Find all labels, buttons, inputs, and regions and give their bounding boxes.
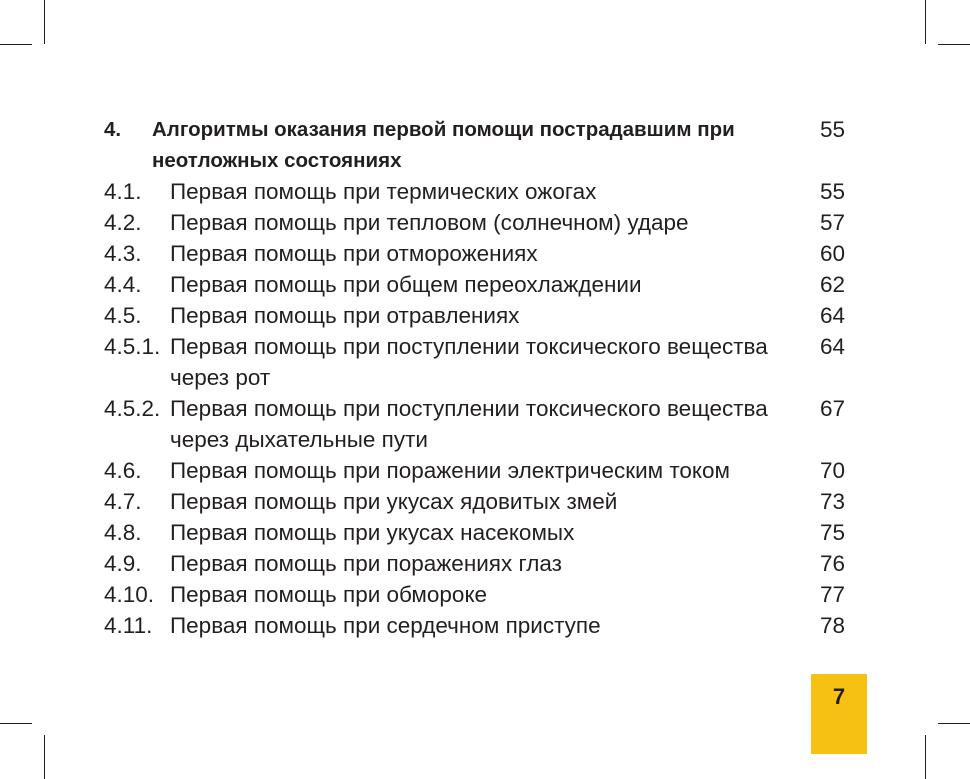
- page-number: 7: [832, 684, 846, 709]
- toc-item[interactable]: [104, 331, 849, 393]
- toc-item-page: 70: [819, 458, 845, 483]
- table-of-contents: [104, 114, 849, 641]
- toc-chapter-page: 55: [819, 117, 845, 142]
- toc-item-page: 76: [819, 551, 845, 576]
- toc-item[interactable]: [104, 238, 849, 269]
- toc-chapter-title: Алгоритмы оказания первой помощи пострадавшим при неотложных состояниях: [152, 118, 735, 172]
- toc-item[interactable]: [104, 579, 849, 610]
- toc-item-title: Первая помощь при поражении электрическим током: [170, 458, 731, 483]
- toc-item-page: 60: [819, 241, 845, 266]
- toc-item[interactable]: [104, 486, 849, 517]
- toc-item-title: Первая помощь при тепловом (солнечном) ударе: [170, 210, 689, 235]
- toc-item-title: Первая помощь при поражениях глаз: [170, 551, 562, 576]
- toc-item[interactable]: [104, 517, 849, 548]
- toc-item-page: 64: [819, 334, 845, 359]
- toc-item-number: 4.3.: [104, 241, 142, 266]
- toc-item-page: 62: [819, 272, 845, 297]
- toc-item-title: Первая помощь при обмороке: [170, 582, 488, 607]
- toc-item[interactable]: [104, 393, 849, 455]
- toc-item[interactable]: [104, 176, 849, 207]
- toc-item-number: 4.5.2.: [104, 396, 161, 421]
- toc-item-number: 4.6.: [104, 458, 142, 483]
- toc-item-title: Первая помощь при общем переохлаждении: [170, 272, 642, 297]
- toc-item-title: Первая помощь при термических ожогах: [170, 179, 597, 204]
- toc-item-page: 73: [819, 489, 845, 514]
- toc-item-page: 75: [819, 520, 845, 545]
- toc-chapter-number: 4.: [104, 118, 122, 141]
- crop-mark-top-right: [925, 0, 926, 44]
- toc-item-title: Первая помощь при поступлении токсического вещества через рот: [170, 334, 768, 390]
- crop-mark-bottom-left: [44, 735, 45, 779]
- toc-item-title: Первая помощь при поступлении токсического вещества через дыхательные пути: [170, 396, 768, 452]
- toc-item-number: 4.8.: [104, 520, 142, 545]
- toc-item-page: 64: [819, 303, 845, 328]
- toc-item[interactable]: [104, 610, 849, 641]
- toc-item-page: 67: [819, 396, 845, 421]
- toc-item-number: 4.5.: [104, 303, 142, 328]
- toc-item-number: 4.11.: [104, 613, 153, 638]
- toc-item-number: 4.5.1.: [104, 334, 161, 359]
- toc-item-title: Первая помощь при укусах ядовитых змей: [170, 489, 618, 514]
- crop-mark-bottom-right: [925, 735, 926, 779]
- toc-item-number: 4.2.: [104, 210, 142, 235]
- toc-item-number: 4.9.: [104, 551, 142, 576]
- toc-item[interactable]: [104, 207, 849, 238]
- crop-mark-top-left: [44, 0, 45, 44]
- toc-item[interactable]: [104, 455, 849, 486]
- toc-item[interactable]: [104, 300, 849, 331]
- toc-item-page: 78: [819, 613, 845, 638]
- crop-mark-bottom-left-h: [0, 723, 32, 724]
- page-number-badge: [811, 674, 867, 754]
- toc-item-title: Первая помощь при отморожениях: [170, 241, 538, 266]
- toc-item-page: 57: [819, 210, 845, 235]
- crop-mark-bottom-right-h: [938, 723, 970, 724]
- toc-item-number: 4.1.: [104, 179, 142, 204]
- toc-items: [104, 176, 849, 641]
- toc-item-number: 4.4.: [104, 272, 142, 297]
- toc-item-number: 4.10.: [104, 582, 155, 607]
- toc-item-title: Первая помощь при укусах насекомых: [170, 520, 575, 545]
- crop-mark-top-left-h: [0, 44, 32, 45]
- toc-item[interactable]: [104, 269, 849, 300]
- toc-item[interactable]: [104, 548, 849, 579]
- toc-item-page: 55: [819, 179, 845, 204]
- toc-item-title: Первая помощь при сердечном приступе: [170, 613, 601, 638]
- crop-mark-top-right-h: [938, 44, 970, 45]
- toc-item-title: Первая помощь при отравлениях: [170, 303, 520, 328]
- toc-chapter[interactable]: [104, 114, 849, 176]
- toc-item-number: 4.7.: [104, 489, 142, 514]
- toc-item-page: 77: [819, 582, 845, 607]
